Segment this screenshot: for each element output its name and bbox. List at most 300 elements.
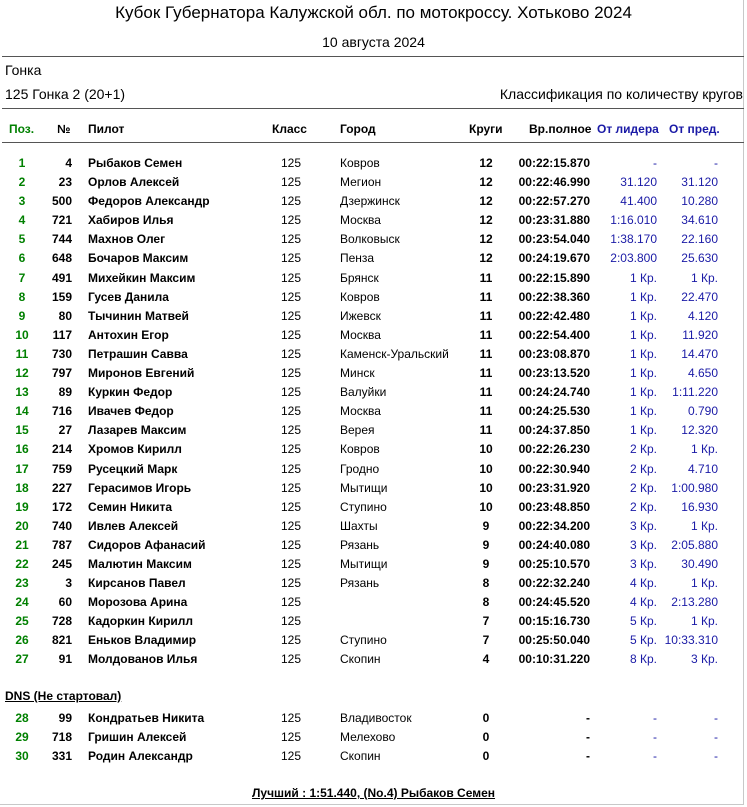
number-cell: 214 — [51, 442, 72, 457]
laps-cell: 11 — [479, 404, 493, 419]
gap-prev-cell: 10.280 — [681, 194, 718, 209]
laps-cell: 9 — [482, 556, 490, 571]
pilot-cell: Федоров Александр — [88, 194, 210, 209]
number-cell: 3 — [65, 576, 72, 591]
total-time-cell: 00:22:54.400 — [518, 327, 590, 342]
gap-leader-cell: 4 Кр. — [629, 595, 657, 610]
gap-leader-cell: 1 Кр. — [629, 366, 657, 381]
gap-leader-cell: 1:16.010 — [610, 213, 657, 228]
table-row — [0, 402, 747, 421]
table-row — [0, 536, 747, 555]
laps-cell: 8 — [482, 576, 490, 591]
laps-cell: 11 — [479, 423, 493, 438]
number-cell: 89 — [58, 385, 72, 400]
table-row — [0, 747, 747, 766]
col-header-gap-prev: От пред. — [669, 122, 720, 136]
city-cell: Москва — [340, 404, 381, 419]
number-cell: 331 — [51, 749, 72, 764]
col-header-class: Класс — [272, 122, 307, 136]
city-cell: Дзержинск — [340, 194, 400, 209]
laps-cell: 10 — [479, 442, 493, 457]
class-cell: 125 — [280, 308, 302, 323]
position-cell: 18 — [15, 480, 29, 495]
class-cell: 125 — [280, 537, 302, 552]
pilot-cell: Антохин Егор — [88, 327, 169, 342]
total-time-cell: 00:23:48.850 — [518, 499, 590, 514]
number-cell: 227 — [51, 480, 72, 495]
city-cell: Пенза — [340, 251, 375, 266]
gap-prev-cell: 14.470 — [681, 346, 718, 361]
number-cell: 23 — [58, 175, 72, 190]
city-cell: Москва — [340, 213, 381, 228]
table-row — [0, 612, 747, 631]
gap-prev-cell: 0.790 — [687, 404, 718, 419]
table-row — [0, 345, 747, 364]
race-name: 125 Гонка 2 (20+1) — [5, 86, 126, 102]
number-cell: 821 — [51, 633, 72, 648]
number-cell: 99 — [58, 711, 72, 725]
position-cell: 17 — [15, 461, 29, 476]
gap-prev-cell: 25.630 — [681, 251, 718, 266]
city-cell: Шахты — [340, 518, 378, 533]
total-time-cell: 00:22:15.870 — [518, 156, 590, 170]
pilot-cell: Семин Никита — [88, 499, 172, 514]
number-cell: 491 — [51, 270, 72, 285]
position-cell: 21 — [15, 537, 29, 552]
number-cell: 245 — [51, 556, 72, 571]
pilot-cell: Ивачев Федор — [88, 404, 174, 419]
race-divider — [2, 108, 744, 109]
gap-prev-cell: 2:05.880 — [671, 537, 718, 552]
class-cell: 125 — [280, 385, 302, 400]
class-cell: 125 — [280, 156, 302, 170]
gap-leader-cell: 2 Кр. — [629, 480, 657, 495]
laps-cell: 11 — [479, 308, 493, 323]
gap-leader-cell: 1 Кр. — [629, 327, 657, 342]
race-type: Гонка — [5, 62, 42, 78]
pilot-cell: Малютин Максим — [88, 556, 192, 571]
city-cell: Ижевск — [340, 308, 381, 323]
position-cell: 26 — [15, 633, 29, 648]
table-row — [0, 421, 747, 440]
gap-prev-cell: 1 Кр. — [690, 518, 718, 533]
pilot-cell: Гришин Алексей — [88, 730, 187, 745]
pilot-cell: Хромов Кирилл — [88, 442, 182, 457]
table-row — [0, 498, 747, 517]
class-cell: 125 — [280, 175, 302, 190]
city-cell: Верея — [340, 423, 375, 438]
position-cell: 29 — [15, 730, 29, 745]
gap-prev-cell: 34.610 — [681, 213, 718, 228]
class-cell: 125 — [280, 749, 302, 764]
total-time-cell: 00:22:57.270 — [518, 194, 590, 209]
table-row — [0, 555, 747, 574]
gap-leader-cell: 2:03.800 — [610, 251, 657, 266]
position-cell: 27 — [15, 652, 29, 667]
gap-prev-cell: - — [714, 156, 718, 170]
city-cell: Волковыск — [340, 232, 400, 247]
laps-cell: 12 — [479, 156, 493, 170]
pilot-cell: Рыбаков Семен — [88, 156, 183, 170]
gap-prev-cell: 1 Кр. — [690, 576, 718, 591]
event-date: 10 августа 2024 — [322, 34, 425, 50]
gap-leader-cell: 31.120 — [620, 175, 657, 190]
gap-leader-cell: 5 Кр. — [629, 614, 657, 629]
best-lap: Лучший : 1:51.440, (No.4) Рыбаков Семен — [251, 786, 496, 800]
pilot-cell: Еньков Владимир — [88, 633, 197, 648]
laps-cell: 0 — [482, 711, 490, 725]
class-cell: 125 — [280, 652, 302, 667]
city-cell: Брянск — [340, 270, 379, 285]
pilot-cell: Герасимов Игорь — [88, 480, 192, 495]
position-cell: 30 — [15, 749, 29, 764]
laps-cell: 7 — [482, 633, 490, 648]
city-cell: Валуйки — [340, 385, 387, 400]
dns-table — [0, 709, 747, 766]
gap-prev-cell: 2:13.280 — [671, 595, 718, 610]
laps-cell: 7 — [482, 614, 490, 629]
gap-prev-cell: 4.650 — [687, 366, 718, 381]
city-cell: Мегион — [340, 175, 382, 190]
position-cell: 5 — [18, 232, 26, 247]
col-header-pilot: Пилот — [88, 122, 125, 136]
gap-leader-cell: 3 Кр. — [629, 537, 657, 552]
pilot-cell: Кадоркин Кирилл — [88, 614, 194, 629]
total-time-cell: - — [586, 730, 590, 745]
pilot-cell: Кондратьев Никита — [88, 711, 205, 725]
class-cell: 125 — [280, 442, 302, 457]
total-time-cell: 00:25:10.570 — [518, 556, 590, 571]
table-row — [0, 574, 747, 593]
gap-prev-cell: - — [714, 711, 718, 725]
class-cell: 125 — [280, 711, 302, 725]
number-cell: 172 — [51, 499, 72, 514]
number-cell: 730 — [51, 346, 72, 361]
position-cell: 11 — [15, 346, 29, 361]
table-row — [0, 593, 747, 612]
class-cell: 125 — [280, 461, 302, 476]
laps-cell: 12 — [479, 251, 493, 266]
laps-cell: 11 — [479, 289, 493, 304]
number-cell: 721 — [51, 213, 72, 228]
city-cell: Ступино — [340, 633, 387, 648]
city-cell: Владивосток — [340, 711, 412, 725]
pilot-cell: Молдованов Илья — [88, 652, 198, 667]
class-cell: 125 — [280, 232, 302, 247]
total-time-cell: 00:22:38.360 — [518, 289, 590, 304]
gap-leader-cell: 1 Кр. — [629, 346, 657, 361]
gap-leader-cell: 3 Кр. — [629, 556, 657, 571]
class-cell: 125 — [280, 327, 302, 342]
table-row — [0, 460, 747, 479]
total-time-cell: - — [586, 711, 590, 725]
gap-prev-cell: 22.160 — [681, 232, 718, 247]
total-time-cell: 00:24:45.520 — [518, 595, 590, 610]
position-cell: 9 — [18, 308, 26, 323]
gap-leader-cell: 4 Кр. — [629, 576, 657, 591]
pilot-cell: Русецкий Марк — [88, 461, 178, 476]
position-cell: 4 — [18, 213, 26, 228]
laps-cell: 11 — [479, 327, 493, 342]
total-time-cell: 00:24:25.530 — [518, 404, 590, 419]
city-cell: Мытищи — [340, 556, 388, 571]
class-cell: 125 — [280, 518, 302, 533]
class-cell: 125 — [280, 346, 302, 361]
table-row — [0, 440, 747, 459]
total-time-cell: 00:23:08.870 — [518, 346, 590, 361]
city-cell: Мытищи — [340, 480, 388, 495]
gap-leader-cell: 5 Кр. — [629, 633, 657, 648]
col-header-city: Город — [340, 122, 376, 136]
class-cell: 125 — [280, 423, 302, 438]
pilot-cell: Морозова Арина — [88, 595, 188, 610]
total-time-cell: 00:22:15.890 — [518, 270, 590, 285]
col-header-time: Вр.полное — [529, 122, 592, 136]
city-cell: Рязань — [340, 576, 380, 591]
gap-leader-cell: - — [653, 711, 657, 725]
gap-prev-cell: 1 Кр. — [690, 270, 718, 285]
pilot-cell: Орлов Алексей — [88, 175, 180, 190]
pilot-cell: Ивлев Алексей — [88, 518, 179, 533]
gap-leader-cell: 2 Кр. — [629, 499, 657, 514]
pilot-cell: Тычинин Матвей — [88, 308, 189, 323]
position-cell: 6 — [18, 251, 26, 266]
position-cell: 20 — [15, 518, 29, 533]
city-cell: Ковров — [340, 289, 380, 304]
position-cell: 1 — [18, 156, 26, 170]
class-cell: 125 — [280, 366, 302, 381]
total-time-cell: - — [586, 749, 590, 764]
gap-leader-cell: 1 Кр. — [629, 270, 657, 285]
gap-prev-cell: 22.470 — [681, 289, 718, 304]
number-cell: 91 — [58, 652, 72, 667]
number-cell: 80 — [58, 308, 72, 323]
class-cell: 125 — [280, 614, 302, 629]
total-time-cell: 00:24:24.740 — [518, 385, 590, 400]
gap-prev-cell: - — [714, 749, 718, 764]
position-cell: 15 — [15, 423, 29, 438]
total-time-cell: 00:23:31.920 — [518, 480, 590, 495]
laps-cell: 10 — [479, 499, 493, 514]
table-row — [0, 192, 747, 211]
pilot-cell: Михейкин Максим — [88, 270, 196, 285]
gap-prev-cell: 12.320 — [681, 423, 718, 438]
city-cell: Рязань — [340, 537, 380, 552]
total-time-cell: 00:22:34.200 — [518, 518, 590, 533]
city-cell: Москва — [340, 327, 381, 342]
laps-cell: 9 — [482, 518, 490, 533]
pilot-cell: Куркин Федор — [88, 385, 173, 400]
number-cell: 4 — [65, 156, 72, 170]
class-cell: 125 — [280, 270, 302, 285]
total-time-cell: 00:22:30.940 — [518, 461, 590, 476]
gap-prev-cell: 1 Кр. — [690, 442, 718, 457]
number-cell: 716 — [51, 404, 72, 419]
total-time-cell: 00:10:31.220 — [518, 652, 590, 667]
total-time-cell: 00:15:16.730 — [518, 614, 590, 629]
position-cell: 7 — [18, 270, 26, 285]
city-cell: Мелехово — [340, 730, 396, 745]
pilot-cell: Родин Александр — [88, 749, 193, 764]
class-cell: 125 — [280, 251, 302, 266]
position-cell: 12 — [15, 366, 29, 381]
position-cell: 19 — [15, 499, 29, 514]
col-header-laps: Круги — [469, 122, 503, 136]
gap-prev-cell: 4.710 — [687, 461, 718, 476]
table-row — [0, 383, 747, 402]
gap-prev-cell: 3 Кр. — [690, 652, 718, 667]
city-cell: Скопин — [340, 749, 381, 764]
dns-title: DNS (Не стартовал) — [5, 689, 122, 703]
table-row — [0, 326, 747, 345]
laps-cell: 11 — [479, 346, 493, 361]
table-row — [0, 728, 747, 747]
gap-prev-cell: 1:00.980 — [671, 480, 718, 495]
laps-cell: 12 — [479, 232, 493, 247]
pilot-cell: Петрашин Савва — [88, 346, 188, 361]
position-cell: 14 — [15, 404, 29, 419]
results-table — [0, 154, 747, 670]
number-cell: 787 — [51, 537, 72, 552]
laps-cell: 10 — [479, 480, 493, 495]
table-row — [0, 288, 747, 307]
total-time-cell: 00:23:31.880 — [518, 213, 590, 228]
total-time-cell: 00:22:26.230 — [518, 442, 590, 457]
gap-leader-cell: - — [653, 730, 657, 745]
table-row — [0, 307, 747, 326]
city-cell: Минск — [340, 366, 375, 381]
gap-leader-cell: 3 Кр. — [629, 518, 657, 533]
table-row — [0, 631, 747, 650]
laps-cell: 11 — [479, 270, 493, 285]
class-cell: 125 — [280, 213, 302, 228]
number-cell: 728 — [51, 614, 72, 629]
pilot-cell: Махнов Олег — [88, 232, 166, 247]
position-cell: 22 — [15, 556, 29, 571]
gap-leader-cell: 8 Кр. — [629, 652, 657, 667]
laps-cell: 11 — [479, 366, 493, 381]
laps-cell: 12 — [479, 175, 493, 190]
total-time-cell: 00:24:37.850 — [518, 423, 590, 438]
table-row — [0, 211, 747, 230]
gap-prev-cell: 10:33.310 — [664, 633, 718, 648]
total-time-cell: 00:22:32.240 — [518, 576, 590, 591]
position-cell: 23 — [15, 576, 29, 591]
class-cell: 125 — [280, 404, 302, 419]
total-time-cell: 00:24:19.670 — [518, 251, 590, 266]
laps-cell: 11 — [479, 385, 493, 400]
number-cell: 648 — [51, 251, 72, 266]
gap-leader-cell: - — [653, 749, 657, 764]
class-cell: 125 — [280, 595, 302, 610]
city-cell: Ковров — [340, 442, 380, 457]
position-cell: 16 — [15, 442, 29, 457]
number-cell: 500 — [51, 194, 72, 209]
class-cell: 125 — [280, 556, 302, 571]
total-time-cell: 00:24:40.080 — [518, 537, 590, 552]
number-cell: 159 — [51, 289, 72, 304]
laps-cell: 9 — [482, 537, 490, 552]
position-cell: 28 — [15, 711, 29, 725]
table-row — [0, 650, 747, 669]
laps-cell: 0 — [482, 749, 490, 764]
gap-leader-cell: 1 Кр. — [629, 385, 657, 400]
table-row — [0, 517, 747, 536]
table-row — [0, 249, 747, 268]
city-cell: Ступино — [340, 499, 387, 514]
pilot-cell: Кирсанов Павел — [88, 576, 186, 591]
position-cell: 3 — [18, 194, 26, 209]
city-cell: Ковров — [340, 156, 380, 170]
gap-leader-cell: 1 Кр. — [629, 423, 657, 438]
gap-prev-cell: 1 Кр. — [690, 614, 718, 629]
col-header-pos: Поз. — [9, 122, 35, 136]
gap-prev-cell: 31.120 — [681, 175, 718, 190]
pilot-cell: Сидоров Афанасий — [88, 537, 206, 552]
number-cell: 117 — [52, 327, 72, 342]
col-header-gap-leader: От лидера — [597, 122, 659, 136]
number-cell: 718 — [51, 730, 72, 745]
position-cell: 24 — [15, 595, 29, 610]
gap-prev-cell: - — [714, 730, 718, 745]
laps-cell: 10 — [479, 461, 493, 476]
gap-leader-cell: - — [653, 156, 657, 170]
gap-leader-cell: 2 Кр. — [629, 461, 657, 476]
number-cell: 759 — [51, 461, 72, 476]
gap-leader-cell: 2 Кр. — [629, 442, 657, 457]
class-cell: 125 — [280, 730, 302, 745]
page-title: Кубок Губернатора Калужской обл. по мотокроссу. Хотьково 2024 — [115, 3, 632, 22]
city-cell: Каменск-Уральский — [340, 346, 449, 361]
col-header-num: № — [57, 122, 71, 136]
total-time-cell: 00:22:46.990 — [518, 175, 590, 190]
table-header-divider — [2, 142, 744, 143]
number-cell: 797 — [51, 366, 72, 381]
gap-leader-cell: 1:38.170 — [610, 232, 657, 247]
pilot-cell: Бочаров Максим — [88, 251, 189, 266]
position-cell: 10 — [15, 327, 29, 342]
classification-label: Классификация по количеству кругов — [499, 86, 743, 102]
pilot-cell: Лазарев Максим — [88, 423, 187, 438]
gap-leader-cell: 1 Кр. — [629, 289, 657, 304]
header-divider — [2, 56, 744, 57]
total-time-cell: 00:22:42.480 — [518, 308, 590, 323]
pilot-cell: Хабиров Илья — [88, 213, 174, 228]
position-cell: 8 — [18, 289, 26, 304]
city-cell: Скопин — [340, 652, 381, 667]
laps-cell: 0 — [482, 730, 490, 745]
gap-prev-cell: 16.930 — [681, 499, 718, 514]
table-row — [0, 709, 747, 728]
position-cell: 25 — [15, 614, 29, 629]
total-time-cell: 00:23:13.520 — [518, 366, 590, 381]
total-time-cell: 00:23:54.040 — [518, 232, 590, 247]
gap-leader-cell: 41.400 — [620, 194, 657, 209]
table-row — [0, 154, 747, 173]
class-cell: 125 — [280, 576, 302, 591]
number-cell: 27 — [58, 423, 72, 438]
number-cell: 740 — [51, 518, 72, 533]
laps-cell: 12 — [479, 194, 493, 209]
pilot-cell: Миронов Евгений — [88, 366, 195, 381]
class-cell: 125 — [280, 194, 302, 209]
gap-prev-cell: 1:11.220 — [672, 385, 718, 400]
class-cell: 125 — [280, 499, 302, 514]
position-cell: 2 — [18, 175, 26, 190]
gap-leader-cell: 1 Кр. — [629, 308, 657, 323]
table-row — [0, 173, 747, 192]
class-cell: 125 — [280, 480, 302, 495]
